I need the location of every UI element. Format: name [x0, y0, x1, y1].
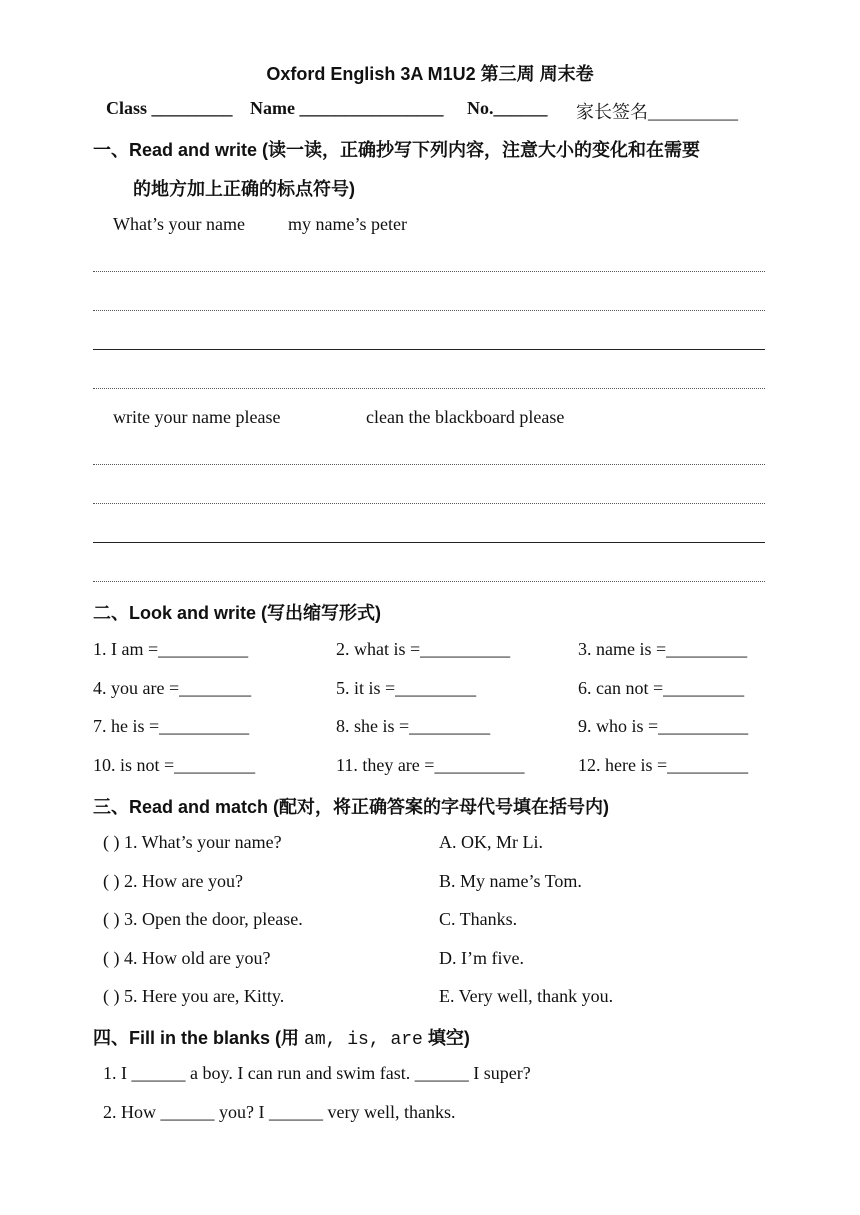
section4-heading-words: am, is, are — [304, 1030, 423, 1050]
writing-line-top — [93, 464, 765, 465]
match-answer: B. My name’s Tom. — [439, 871, 582, 891]
match-question: ( ) 5. Here you are, Kitty. — [103, 986, 285, 1006]
match-answer: D. I’m five. — [439, 948, 524, 968]
contraction-item: 2. what is =__________ — [336, 639, 511, 659]
writing-line-base — [93, 349, 765, 350]
match-question: ( ) 3. Open the door, please. — [103, 909, 303, 929]
contraction-item: 8. she is =_________ — [336, 716, 491, 736]
section3-heading: 三、Read and match (配对，将正确答案的字母代号填在括号内) — [93, 797, 610, 817]
copy-phrase: my name’s peter — [288, 214, 407, 234]
match-question: ( ) 4. How old are you? — [103, 948, 271, 968]
writing-line-bottom — [93, 581, 765, 582]
number-field: No.______ — [467, 98, 548, 118]
contraction-item: 7. he is =__________ — [93, 716, 250, 736]
writing-line-mid — [93, 503, 765, 504]
copy-phrase: write your name please — [113, 407, 281, 427]
section2-heading: 二、Look and write (写出缩写形式) — [93, 603, 381, 623]
section4-heading-post: 填空) — [422, 1028, 470, 1048]
contraction-item: 6. can not =_________ — [578, 678, 745, 698]
contraction-item: 4. you are =________ — [93, 678, 252, 698]
section4-heading-pre: 四、Fill in the blanks (用 — [93, 1028, 305, 1048]
contraction-item: 11. they are =__________ — [336, 755, 525, 775]
section4-heading — [93, 1024, 470, 1050]
parent-signature-field: 家长签名__________ — [576, 102, 738, 122]
contraction-item: 1. I am =__________ — [93, 639, 249, 659]
contraction-item: 12. here is =_________ — [578, 755, 749, 775]
section1-heading-cont: 的地方加上正确的标点符号) — [133, 179, 355, 199]
page-title: Oxford English 3A M1U2 第三周 周末卷 — [266, 64, 594, 84]
name-field: Name ________________ — [250, 98, 444, 118]
writing-line-top — [93, 271, 765, 272]
writing-line-mid — [93, 310, 765, 311]
writing-line-bottom — [93, 388, 765, 389]
copy-phrase: What’s your name — [113, 214, 245, 234]
section1-heading: 一、Read and write (读一读，正确抄写下列内容，注意大小的变化和在需要 — [93, 140, 701, 160]
fill-blank-line: 1. I ______ a boy. I can run and swim fast. ______ I super? — [103, 1063, 531, 1083]
match-answer: C. Thanks. — [439, 909, 518, 929]
contraction-item: 5. it is =_________ — [336, 678, 477, 698]
match-question: ( ) 1. What’s your name? — [103, 832, 282, 852]
contraction-item: 3. name is =_________ — [578, 639, 748, 659]
copy-phrase: clean the blackboard please — [366, 407, 565, 427]
match-question: ( ) 2. How are you? — [103, 871, 243, 891]
class-field: Class _________ — [106, 98, 233, 118]
match-answer: A. OK, Mr Li. — [439, 832, 543, 852]
fill-blank-line: 2. How ______ you? I ______ very well, thanks. — [103, 1102, 456, 1122]
writing-line-base — [93, 542, 765, 543]
contraction-item: 10. is not =_________ — [93, 755, 256, 775]
contraction-item: 9. who is =__________ — [578, 716, 749, 736]
match-answer: E. Very well, thank you. — [439, 986, 614, 1006]
